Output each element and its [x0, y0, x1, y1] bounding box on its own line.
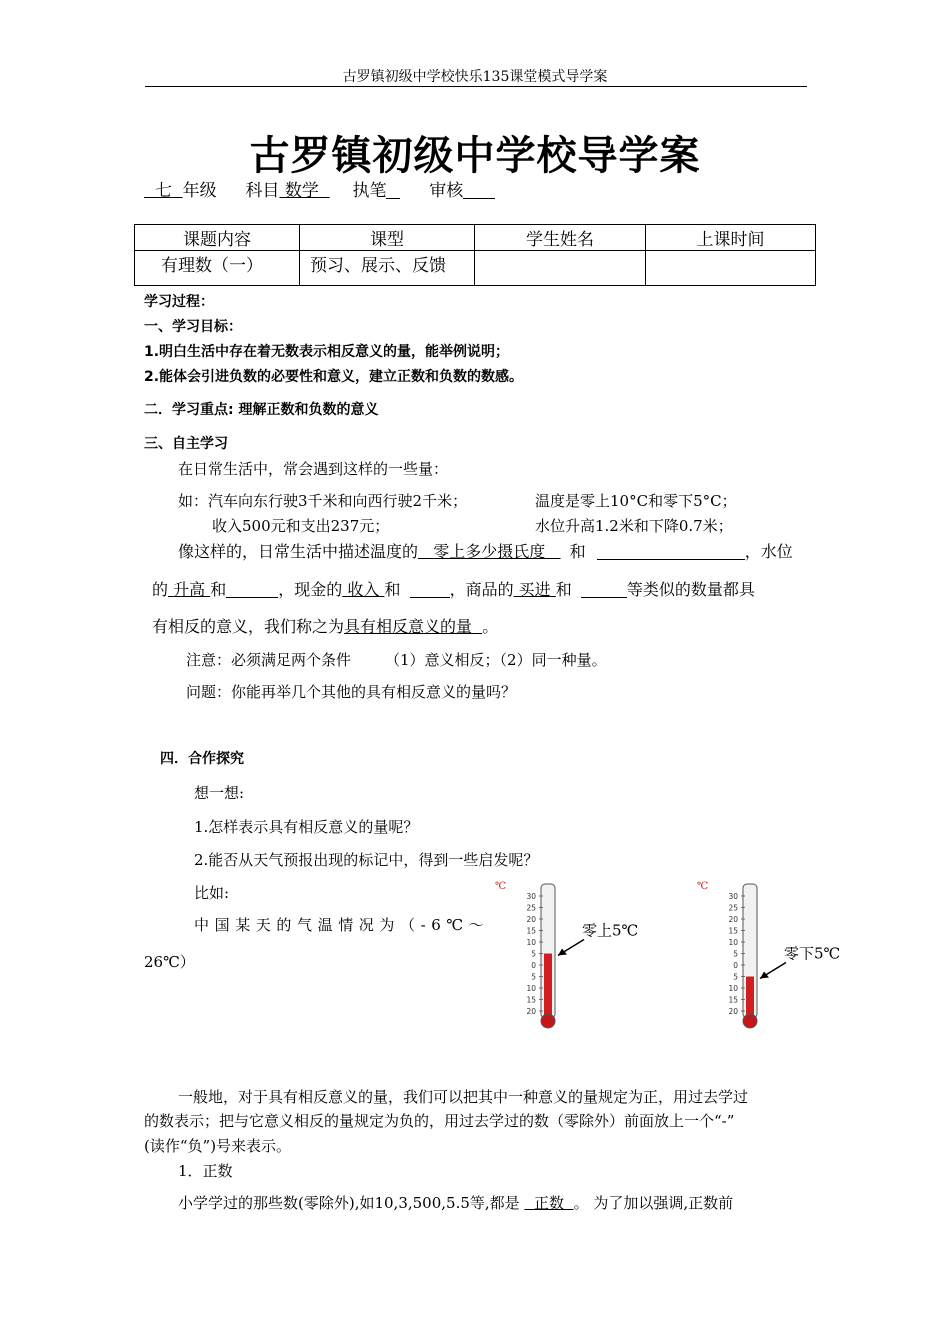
goals-title: 一、学习目标：	[144, 319, 242, 335]
tick-label: 15	[526, 926, 536, 936]
subject-value: 数学	[284, 181, 319, 201]
fill-paragraph-line2: 的 升高 和 ，现金的 收入 和 ，商品的 买进 和 等类似的数量都具	[152, 580, 755, 599]
unit-label: ℃	[495, 881, 507, 892]
thermometer-plus5	[490, 876, 650, 1036]
fill-blank[interactable]	[410, 581, 450, 598]
temperature-text: 中国某天的气温情况为（-6℃～	[194, 916, 490, 934]
arrow-head	[558, 949, 567, 956]
tick-label: 5	[531, 949, 536, 959]
table-row	[135, 251, 816, 286]
fill-answer: 具有相反意义的量	[344, 617, 473, 636]
grade-label: 年级	[182, 181, 217, 201]
coop-title: 四．合作探究	[160, 751, 244, 767]
tick-label: 30	[526, 892, 536, 901]
mercury-column	[746, 977, 754, 1019]
fill-answer: 升高	[173, 580, 206, 599]
question-text: 问题：你能再举几个其他的具有相反意义的量吗？	[186, 683, 517, 701]
positive-text: 小学学过的那些数(零除外),如10,3,500,5.5等,都是 正数 。 为了加以强调,正数前	[178, 1194, 734, 1212]
table-cell[interactable]	[475, 251, 646, 286]
reviewer-label: 审核	[429, 181, 464, 201]
tick-label: 10	[728, 984, 738, 993]
fill-paragraph-line3: 有相反的意义，我们称之为具有相反意义的量 。	[152, 617, 499, 636]
example-label: 比如:	[194, 884, 230, 902]
tick-label: 10	[728, 938, 738, 947]
fill-answer: 正数	[534, 1194, 565, 1212]
goal-item: 2.能体会引进负数的必要性和意义，建立正数和负数的数感。	[144, 369, 524, 385]
tick-label: 10	[526, 984, 536, 993]
fill-answer: 收入	[347, 580, 380, 599]
tick-label: 5	[733, 972, 738, 982]
fill-blank[interactable]	[597, 543, 745, 560]
tick-label: 15	[728, 995, 738, 1005]
tick-label: 25	[728, 903, 738, 913]
note-text: 注意：必须满足两个条件 （1）意义相反；（2）同一种量。	[186, 651, 607, 669]
meta-line	[144, 176, 495, 201]
self-study-intro: 在日常生活中，常会遇到这样的一些量：	[178, 460, 449, 478]
self-study-title: 三、自主学习	[144, 436, 228, 452]
arrow-head	[760, 972, 769, 979]
process-title: 学习过程：	[144, 294, 214, 310]
tick-label: 10	[526, 938, 536, 947]
positive-title: 1．正数	[178, 1162, 233, 1180]
table-cell: 预习、展示、反馈	[300, 251, 475, 286]
temperature-text-end: 26℃）	[144, 953, 195, 971]
fill-answer: 零上多少摄氏度	[433, 542, 546, 561]
writer-label: 执笔	[352, 181, 387, 201]
fill-blank[interactable]	[581, 581, 627, 598]
tick-label: 20	[728, 915, 738, 924]
tick-label: 15	[526, 995, 536, 1005]
thermometer-bulb	[743, 1014, 757, 1028]
tick-label: 20	[526, 1007, 536, 1016]
table-header-cell: 学生姓名	[475, 225, 646, 251]
tick-label: 25	[526, 903, 536, 913]
coop-question: 2.能否从天气预报出现的标记中，得到一些启发呢？	[194, 851, 539, 869]
tick-label: 0	[733, 961, 738, 970]
page-title: 古罗镇初级中学校导学案	[249, 133, 701, 179]
tick-label: 5	[531, 972, 536, 982]
table-header-cell: 课型	[300, 225, 475, 251]
table-cell[interactable]	[646, 251, 816, 286]
fill-paragraph-line1: 像这样的，日常生活中描述温度的 零上多少摄氏度 和 ，水位	[178, 542, 793, 561]
temperature-label: 零上5℃	[582, 921, 639, 940]
mercury-column	[544, 954, 552, 1019]
general-text: (读作“负”)号来表示。	[144, 1137, 292, 1155]
general-text: 一般地，对于具有相反意义的量，我们可以把其中一种意义的量规定为正，用过去学过	[178, 1088, 749, 1106]
tick-label: 5	[733, 949, 738, 959]
general-text: 的数表示；把与它意义相反的量规定为负的，用过去学过的数（零除外）前面放上一个“-”	[144, 1112, 735, 1130]
example-text: 温度是零上10°C和零下5°C；	[535, 492, 737, 510]
tick-label: 20	[728, 1007, 738, 1016]
coop-question: 1.怎样表示具有相反意义的量呢？	[194, 818, 419, 836]
table-cell: 有理数（一）	[135, 251, 300, 286]
temperature-label: 零下5℃	[784, 944, 841, 963]
thermometer-minus5	[692, 876, 852, 1036]
tick-label: 20	[526, 915, 536, 924]
tick-label: 15	[728, 926, 738, 936]
fill-blank[interactable]	[226, 581, 278, 598]
subject-label: 科目	[245, 181, 280, 201]
grade-value: 七	[154, 181, 172, 201]
thermometer-bulb	[541, 1014, 555, 1028]
reviewer-blank[interactable]	[463, 182, 495, 199]
lesson-info-table	[134, 224, 816, 286]
tick-label: 0	[531, 961, 536, 970]
goal-item: 1.明白生活中存在着无数表示相反意义的量，能举例说明；	[144, 344, 510, 360]
example-text: 如：汽车向东行驶3千米和向西行驶2千米；	[178, 492, 468, 510]
tick-label: 30	[728, 892, 738, 901]
running-header: 古罗镇初级中学校快乐135课堂模式导学案	[342, 69, 608, 85]
key-point: 二．学习重点: 理解正数和负数的意义	[144, 402, 379, 418]
table-header-cell: 课题内容	[135, 225, 300, 251]
header-rule	[145, 86, 807, 87]
fill-answer: 买进	[518, 580, 551, 599]
unit-label: ℃	[697, 881, 709, 892]
think-label: 想一想:	[194, 784, 245, 802]
example-text: 水位升高1.2米和下降0.7米；	[535, 517, 733, 535]
table-header-cell: 上课时间	[646, 225, 816, 251]
writer-blank[interactable]	[386, 182, 400, 199]
table-header-row	[135, 225, 816, 251]
example-text: 收入500元和支出237元；	[212, 517, 390, 535]
